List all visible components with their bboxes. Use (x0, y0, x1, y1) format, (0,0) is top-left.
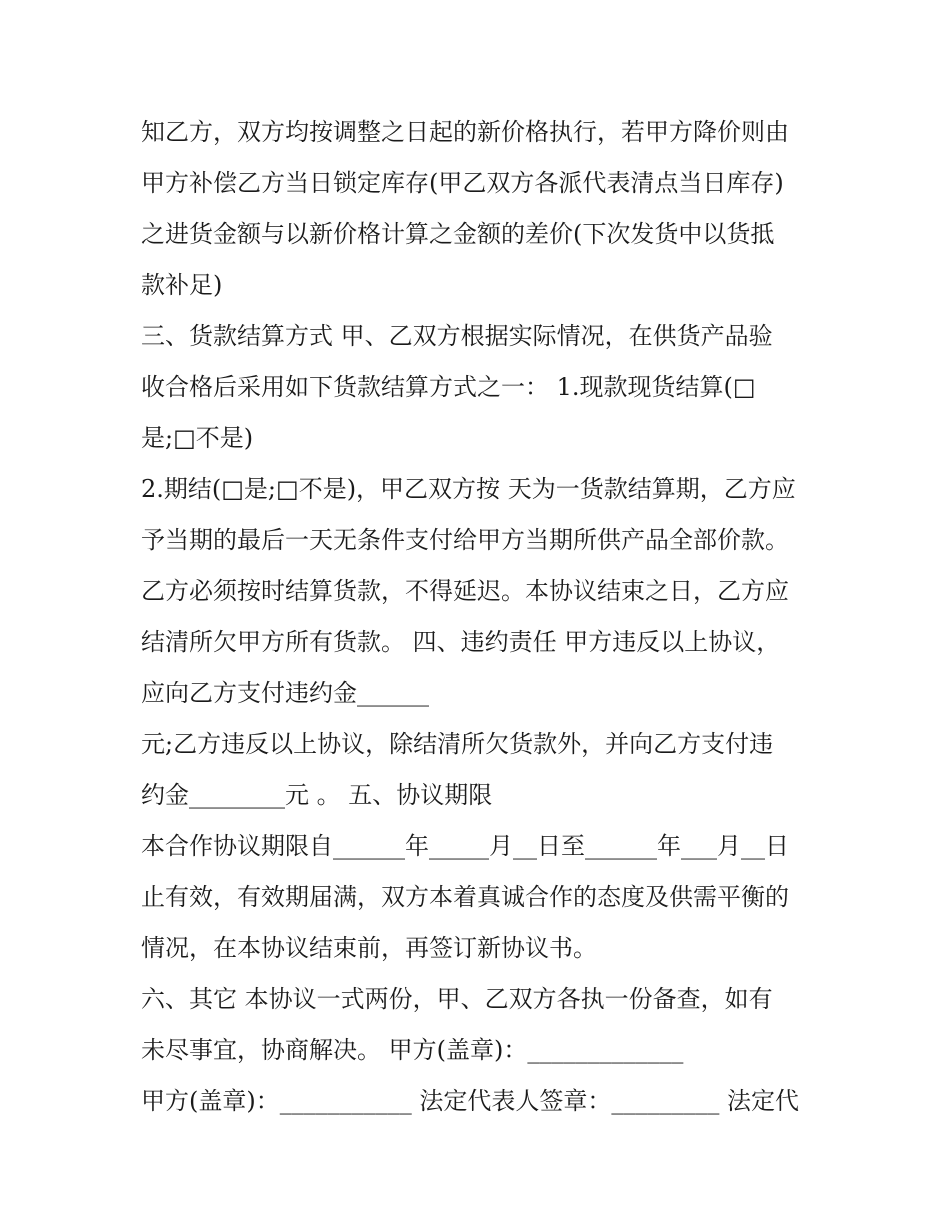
section-heading-other: 六、其它 本协议一式两份，甲、乙双方各执一份备查，如有 (141, 985, 773, 1013)
text-line: 予当期的最后一天无条件支付给甲方当期所供产品全部价款。 (141, 526, 789, 554)
section-heading-agreement-term: 约金________元 。 五、协议期限 (141, 781, 493, 809)
text-line: 是;□不是) (141, 424, 254, 452)
text-line: 本合作协议期限自______年_____月__日至______年___月__日 (141, 832, 789, 860)
document-body (141, 107, 821, 1127)
text-line: 之进货金额与以新价格计算之金额的差价(下次发货中以货抵 (141, 220, 775, 248)
text-line: 款补足) (141, 271, 223, 299)
text-line: 应向乙方支付违约金______ (141, 679, 429, 707)
text-line: 知乙方，双方均按调整之日起的新价格执行，若甲方降价则由 (141, 118, 789, 146)
text-line: 元;乙方违反以上协议，除结清所欠货款外，并向乙方支付违 (141, 730, 774, 758)
section-heading-breach-liability: 结清所欠甲方所有货款。 四、违约责任 甲方违反以上协议， (141, 628, 781, 656)
text-line: 情况，在本协议结束前，再签订新协议书。 (141, 934, 597, 962)
text-line: 收合格后采用如下货款结算方式之一： 1.现款现货结算(□ (141, 373, 756, 401)
text-line: 未尽事宜，协商解决。 甲方(盖章)：_____________ (141, 1036, 684, 1064)
signature-line: 甲方(盖章)：___________ 法定代表人签章：_________ 法定代 (141, 1087, 799, 1115)
text-line: 乙方必须按时结算货款，不得延迟。本协议结束之日，乙方应 (141, 577, 789, 605)
section-heading-payment-settlement: 三、货款结算方式 甲、乙双方根据实际情况，在供货产品验 (141, 322, 773, 350)
text-line: 止有效，有效期届满，双方本着真诚合作的态度及供需平衡的 (141, 883, 789, 911)
text-line: 2.期结(□是;□不是)，甲乙双方按 天为一货款结算期，乙方应 (141, 475, 796, 503)
text-line: 甲方补偿乙方当日锁定库存(甲乙双方各派代表清点当日库存) (141, 169, 784, 197)
